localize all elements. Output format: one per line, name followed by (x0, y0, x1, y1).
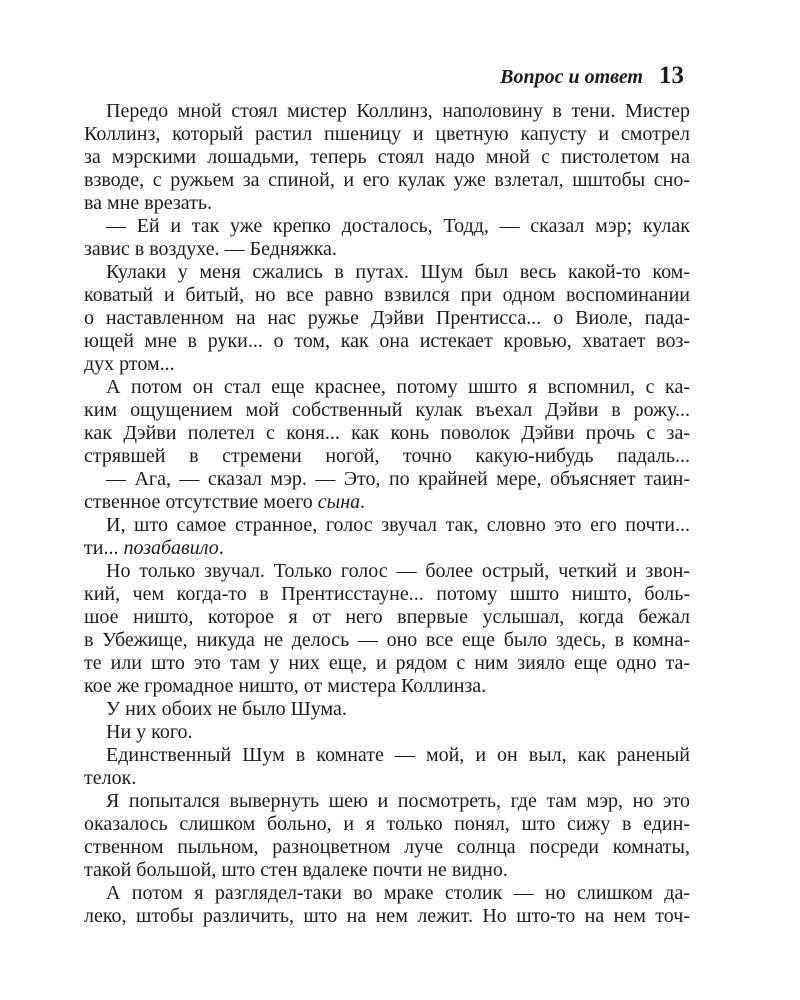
text-line (84, 353, 690, 376)
text-line (84, 744, 690, 767)
line-text: леко, штобы различить, што на нем лежит. Но што-то на нем точ- (84, 905, 690, 927)
text-line (84, 422, 690, 445)
text-line (84, 307, 690, 330)
line-text: дух ртом... (84, 353, 175, 375)
text-line (84, 376, 690, 399)
page-number: 13 (659, 62, 684, 89)
text-line (84, 146, 690, 169)
line-text: телок. (84, 767, 137, 789)
line-text: ва мне врезать. (84, 192, 212, 214)
line-text: Я попытался вывернуть шею и посмотреть, где там мэр, но это (106, 790, 690, 812)
text-line (84, 675, 690, 698)
line-text: завис в воздухе. — Бедняжка. (84, 238, 337, 260)
line-text: ким ощущением мой собственный кулак въехал Дэйви в рожу... (84, 399, 690, 421)
text-line (84, 169, 690, 192)
line-text: как Дэйви полетел с коня... как конь поволок Дэйви прочь с за- (84, 422, 690, 444)
line-text: за мэрскими лошадьми, теперь стоял надо мной с пистолетом на (84, 146, 690, 168)
text-line (84, 491, 690, 514)
text-line (84, 813, 690, 836)
line-text: оказалось слишком больно, и я только понял, што сижу в един- (84, 813, 690, 835)
text-line (84, 790, 690, 813)
text-line (84, 836, 690, 859)
text-line (84, 238, 690, 261)
text-line (84, 629, 690, 652)
text-line (84, 445, 690, 468)
line-text: У них обоих не было Шума. (106, 698, 347, 720)
text-line (84, 215, 690, 238)
line-punctuation: . (360, 491, 366, 513)
chapter-title: Вопрос и ответ (500, 66, 643, 88)
line-text: в Убежище, никуда не делось — оно все еще было здесь, в комна- (84, 629, 690, 651)
line-text: взводе, с ружьем за спиной, и его кулак уже взлетал, шштобы сно- (84, 169, 690, 191)
line-text: кое же громадное ништо, от мистера Коллинза. (84, 675, 487, 697)
line-punctuation: . (218, 537, 224, 559)
text-line (84, 123, 690, 146)
line-text: стрявшей в стремени ногой, точно какую-нибудь падаль... (84, 445, 690, 467)
text-line (84, 514, 690, 537)
body-text (84, 100, 690, 928)
line-text: шое ништо, которое я от него впервые услышал, когда бежал (84, 606, 690, 628)
line-text: кий, чем когда-то в Прентисстауне... потому шшто ништо, боль- (84, 583, 690, 605)
line-text: — Ей и так уже крепко досталось, Тодд, — сказал мэр; кулак (106, 215, 690, 237)
line-text: Единственный Шум в комнате — мой, и он выл, как раненый (106, 744, 690, 766)
text-line (84, 100, 690, 123)
text-line (84, 606, 690, 629)
text-line (84, 399, 690, 422)
running-header (500, 62, 684, 90)
text-line (84, 698, 690, 721)
line-text: А потом он стал еще краснее, потому шшто я вспомнил, с ка- (106, 376, 690, 398)
line-text: ственное отсутствие моего (84, 491, 318, 513)
italic-word: позабавило (123, 537, 219, 559)
text-line (84, 721, 690, 744)
line-text: А потом я разглядел-таки во мраке столик — но слишком да- (106, 882, 690, 904)
line-text: Коллинз, который растил пшеницу и цветную капусту и смотрел (84, 123, 690, 145)
line-text: ющей мне в руки... о том, как она истекает кровью, хватает воз- (84, 330, 690, 352)
line-text: такой большой, што стен вдалеке почти не видно. (84, 859, 508, 881)
text-line (84, 652, 690, 675)
text-line (84, 284, 690, 307)
text-line (84, 468, 690, 491)
text-line (84, 767, 690, 790)
line-text: коватый и битый, но все равно взвился при одном воспоминании (84, 284, 690, 306)
line-text: те или што это там у них еще, и рядом с ним зияло еще одно та- (84, 652, 690, 674)
line-text: Но только звучал. Только голос — более острый, четкий и звон- (106, 560, 690, 582)
italic-word: сына (317, 491, 361, 513)
text-line (84, 330, 690, 353)
line-text: — Ага, — сказал мэр. — Это, по крайней мере, объясняет таин- (106, 468, 690, 490)
text-line (84, 583, 690, 606)
text-line (84, 192, 690, 215)
line-text: ти... (84, 537, 124, 559)
line-text: Ни у кого. (106, 721, 193, 743)
line-text: Передо мной стоял мистер Коллинз, наполовину в тени. Мистер (106, 100, 690, 122)
line-text: ственном пыльном, разноцветном луче солнца посреди комнаты, (84, 836, 690, 858)
text-line (84, 905, 690, 928)
text-line (84, 859, 690, 882)
text-line (84, 261, 690, 284)
text-line (84, 560, 690, 583)
line-text: Кулаки у меня сжались в путах. Шум был весь какой-то ком- (106, 261, 690, 283)
text-line (84, 882, 690, 905)
line-text: И, што самое странное, голос звучал так, словно это его почти... (106, 514, 690, 536)
text-line (84, 537, 690, 560)
line-text: о наставленном на нас ружье Дэйви Прентисса... о Виоле, пада- (84, 307, 690, 329)
